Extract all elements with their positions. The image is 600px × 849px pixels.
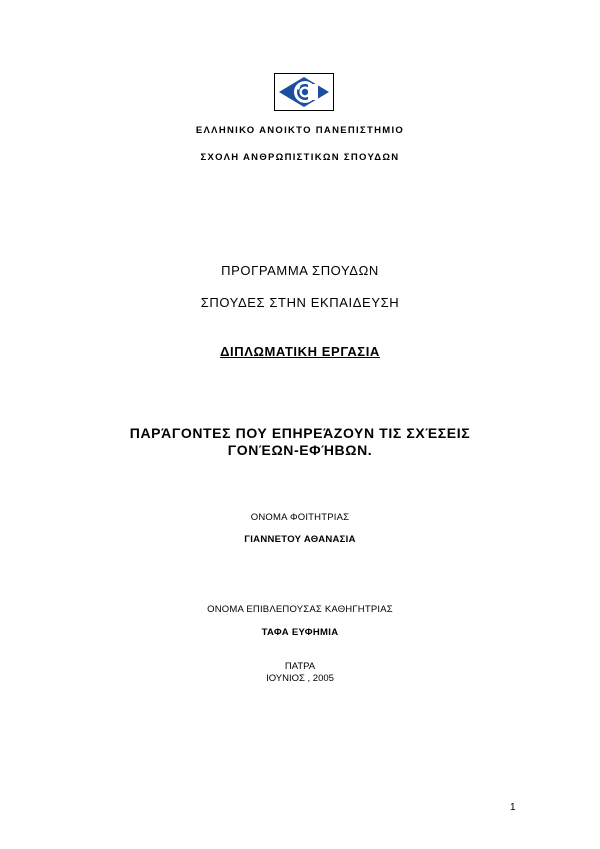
city: ΠΑΤΡΑ <box>284 661 316 672</box>
student-name: ΓΙΑΝΝΕΤΟΥ ΑΘΑΝΑΣΙΑ <box>244 534 356 545</box>
university-logo-icon <box>275 74 333 110</box>
thesis-topic-line-1: ΠΑΡΆΓΟΝΤΕΣ ΠΟΥ ΕΠΗΡΕΆΖΟΥΝ ΤΙΣ ΣΧΈΣΕΙΣ <box>129 425 471 441</box>
program-title: ΠΡΟΓΡΑΜΜΑ ΣΠΟΥΔΩΝ <box>221 263 379 278</box>
thesis-type <box>0 344 600 359</box>
school-name: ΣΧΟΛΗ ΑΝΘΡΩΠΙΣΤΙΚΩΝ ΣΠΟΥΔΩΝ <box>200 152 400 163</box>
program-subtitle: ΣΠΟΥΔΕΣ ΣΤΗΝ ΕΚΠΑΙΔΕΥΣΗ <box>200 295 400 310</box>
thesis-type-text: ΔΙΠΛΩΜΑΤΙΚΗ ΕΡΓΑΣΙΑ <box>220 344 380 359</box>
thesis-topic-line-2: ΓΟΝΈΩΝ-ΕΦΉΒΩΝ. <box>227 442 373 458</box>
supervisor-name: ΤΑΦΑ ΕΥΦΗΜΙΑ <box>261 627 339 638</box>
university-logo <box>274 73 334 111</box>
university-name: ΕΛΛΗΝΙΚΟ ΑΝΟΙΚΤΟ ΠΑΝΕΠΙΣΤΗΜΙΟ <box>195 125 405 136</box>
student-label: ΟΝΟΜΑ ΦΟΙΤΗΤΡΙΑΣ <box>250 512 350 523</box>
supervisor-label: ΟΝΟΜΑ ΕΠΙΒΛΕΠΟΥΣΑΣ ΚΑΘΗΓΗΤΡΙΑΣ <box>207 604 393 615</box>
date: ΙΟΥΝΙΟΣ , 2005 <box>266 673 334 684</box>
page-number: 1 <box>510 802 516 813</box>
